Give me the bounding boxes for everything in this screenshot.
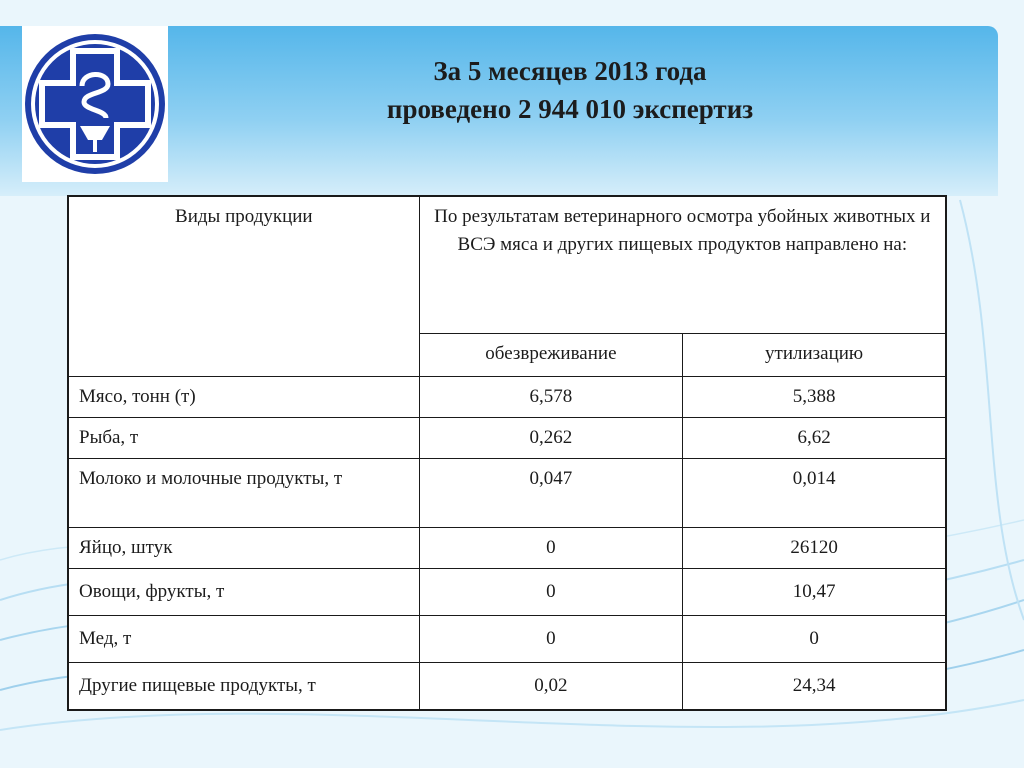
subheader-disposal: утилизацию — [683, 334, 946, 377]
table-row — [68, 459, 946, 528]
row-neutralization: 0 — [419, 569, 683, 616]
row-name: Мед, т — [68, 616, 419, 663]
row-neutralization: 0 — [419, 528, 683, 569]
medical-logo — [22, 26, 168, 182]
row-disposal: 26120 — [683, 528, 946, 569]
row-name: Овощи, фрукты, т — [68, 569, 419, 616]
table-row — [68, 528, 946, 569]
header-product-kind: Виды продукции — [68, 196, 419, 377]
row-neutralization: 0,02 — [419, 663, 683, 711]
row-name: Яйцо, штук — [68, 528, 419, 569]
table-row — [68, 616, 946, 663]
slide-title — [300, 52, 840, 128]
table-row — [68, 569, 946, 616]
header-results: По результатам ветеринарного осмотра убойных животных и ВСЭ мяса и других пищевых продуктов направлено на: — [419, 196, 946, 334]
subheader-neutralization: обезвреживание — [419, 334, 683, 377]
row-disposal: 10,47 — [683, 569, 946, 616]
row-disposal: 24,34 — [683, 663, 946, 711]
row-disposal: 0,014 — [683, 459, 946, 528]
row-name: Рыба, т — [68, 418, 419, 459]
row-disposal: 6,62 — [683, 418, 946, 459]
row-neutralization: 6,578 — [419, 377, 683, 418]
row-neutralization: 0,262 — [419, 418, 683, 459]
title-line-2: проведено 2 944 010 экспертиз — [386, 94, 754, 124]
row-neutralization: 0 — [419, 616, 683, 663]
title-line-1: За 5 месяцев 2013 года — [433, 56, 707, 86]
row-name: Другие пищевые продукты, т — [68, 663, 419, 711]
expertise-table — [67, 195, 947, 711]
table-row — [68, 377, 946, 418]
table-row — [68, 663, 946, 711]
row-name: Молоко и молочные продукты, т — [68, 459, 419, 528]
table-row — [68, 418, 946, 459]
row-neutralization: 0,047 — [419, 459, 683, 528]
row-disposal: 5,388 — [683, 377, 946, 418]
row-disposal: 0 — [683, 616, 946, 663]
row-name: Мясо, тонн (т) — [68, 377, 419, 418]
table-header-row — [68, 196, 946, 334]
medical-cross-snake-icon — [22, 26, 168, 182]
